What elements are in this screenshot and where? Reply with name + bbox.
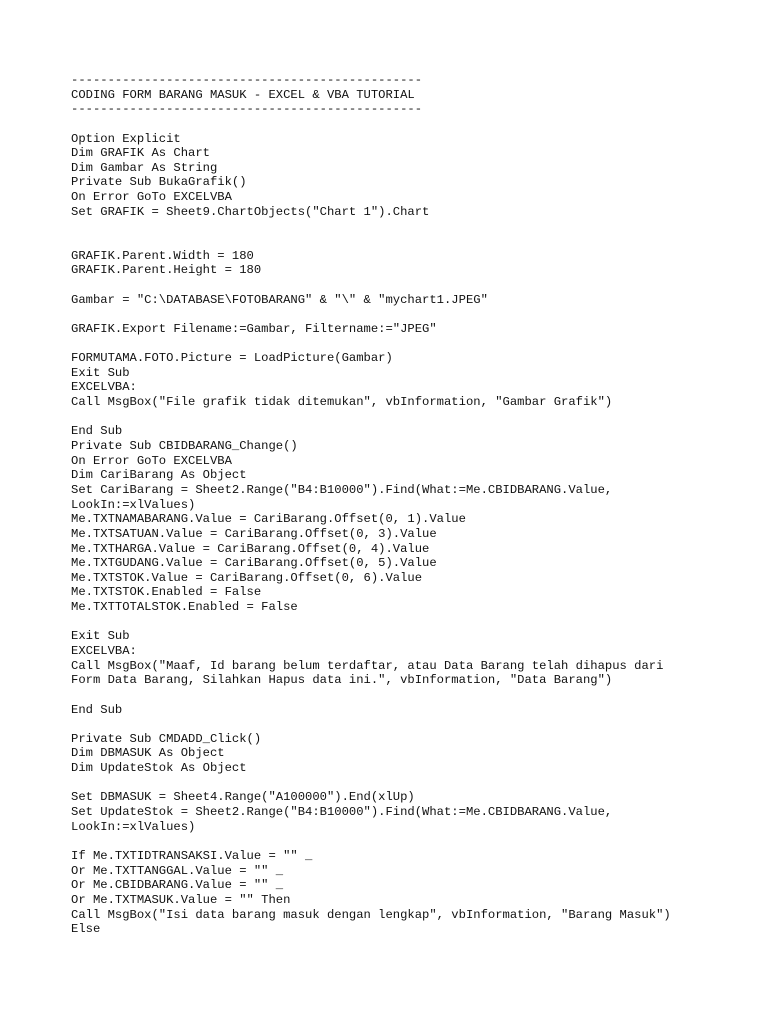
code-line: EXCELVBA: (71, 643, 137, 658)
code-line: Dim UpdateStok As Object (71, 761, 247, 776)
code-line: Form Data Barang, Silahkan Hapus data ini.", vbInformation, "Data Barang") (71, 673, 613, 688)
code-line (71, 410, 761, 425)
code-line (71, 717, 761, 732)
code-line (71, 307, 761, 322)
code-line: End Sub (71, 424, 123, 439)
code-line: Or Me.CBIDBARANG.Value = "" _ (71, 878, 284, 893)
code-line: GRAFIK.Parent.Height = 180 (71, 263, 262, 278)
code-line (71, 615, 761, 630)
code-line: Set DBMASUK = Sheet4.Range("A100000").End(xlUp) (71, 790, 415, 805)
code-line: FORMUTAMA.FOTO.Picture = LoadPicture(Gambar) (71, 351, 393, 366)
code-line: Option Explicit (71, 131, 181, 146)
code-line (71, 278, 761, 293)
code-line (71, 234, 761, 249)
code-line: Private Sub CBIDBARANG_Change() (71, 439, 298, 454)
code-listing (71, 73, 761, 937)
code-line: Or Me.TXTMASUK.Value = "" Then (71, 892, 291, 907)
code-line: LookIn:=xlValues) (71, 819, 196, 834)
code-line: On Error GoTo EXCELVBA (71, 190, 232, 205)
code-line: Call MsgBox("File grafik tidak ditemukan", vbInformation, "Gambar Grafik") (71, 395, 613, 410)
code-line: Me.TXTGUDANG.Value = CariBarang.Offset(0, 5).Value (71, 556, 437, 571)
code-line: Dim CariBarang As Object (71, 468, 247, 483)
code-line: Set CariBarang = Sheet2.Range("B4:B10000").Find(What:=Me.CBIDBARANG.Value, (71, 482, 613, 497)
code-line: Dim GRAFIK As Chart (71, 146, 210, 161)
code-line: Private Sub BukaGrafik() (71, 175, 247, 190)
code-line: Private Sub CMDADD_Click() (71, 731, 262, 746)
code-line: Or Me.TXTTANGGAL.Value = "" _ (71, 863, 284, 878)
code-line (71, 834, 761, 849)
code-line: Call MsgBox("Maaf, Id barang belum terdaftar, atau Data Barang telah dihapus dari (71, 658, 664, 673)
code-line: Me.TXTTOTALSTOK.Enabled = False (71, 600, 298, 615)
code-line (71, 688, 761, 703)
code-line: Me.TXTSTOK.Enabled = False (71, 585, 262, 600)
code-line (71, 219, 761, 234)
code-line: Me.TXTSTOK.Value = CariBarang.Offset(0, 6).Value (71, 570, 423, 585)
code-line: LookIn:=xlValues) (71, 497, 196, 512)
code-line: If Me.TXTIDTRANSAKSI.Value = "" _ (71, 848, 313, 863)
code-line: GRAFIK.Parent.Width = 180 (71, 248, 254, 263)
code-line: End Sub (71, 702, 123, 717)
code-line: GRAFIK.Export Filename:=Gambar, Filtername:="JPEG" (71, 321, 437, 336)
code-line: Else (71, 922, 101, 937)
code-line (71, 776, 761, 791)
code-line: Exit Sub (71, 365, 130, 380)
code-line: Exit Sub (71, 629, 130, 644)
code-line (71, 117, 761, 132)
code-line: Set UpdateStok = Sheet2.Range("B4:B10000").Find(What:=Me.CBIDBARANG.Value, (71, 805, 613, 820)
code-line: CODING FORM BARANG MASUK - EXCEL & VBA TUTORIAL (71, 87, 415, 102)
code-line: Call MsgBox("Isi data barang masuk dengan lengkap", vbInformation, "Barang Masuk") (71, 907, 671, 922)
code-line: Me.TXTSATUAN.Value = CariBarang.Offset(0, 3).Value (71, 526, 437, 541)
code-line (71, 337, 761, 352)
code-line: Gambar = "C:\DATABASE\FOTOBARANG" & "\" & "mychart1.JPEG" (71, 292, 488, 307)
code-line: Set GRAFIK = Sheet9.ChartObjects("Chart 1").Chart (71, 204, 430, 219)
code-line: Dim Gambar As String (71, 160, 218, 175)
code-line: On Error GoTo EXCELVBA (71, 453, 232, 468)
code-line: Dim DBMASUK As Object (71, 746, 225, 761)
code-line: Me.TXTHARGA.Value = CariBarang.Offset(0, 4).Value (71, 541, 430, 556)
code-line: Me.TXTNAMABARANG.Value = CariBarang.Offset(0, 1).Value (71, 512, 466, 527)
code-line: ------------------------------------------------ (71, 102, 423, 117)
code-line: EXCELVBA: (71, 380, 137, 395)
code-line: ------------------------------------------------ (71, 73, 423, 87)
